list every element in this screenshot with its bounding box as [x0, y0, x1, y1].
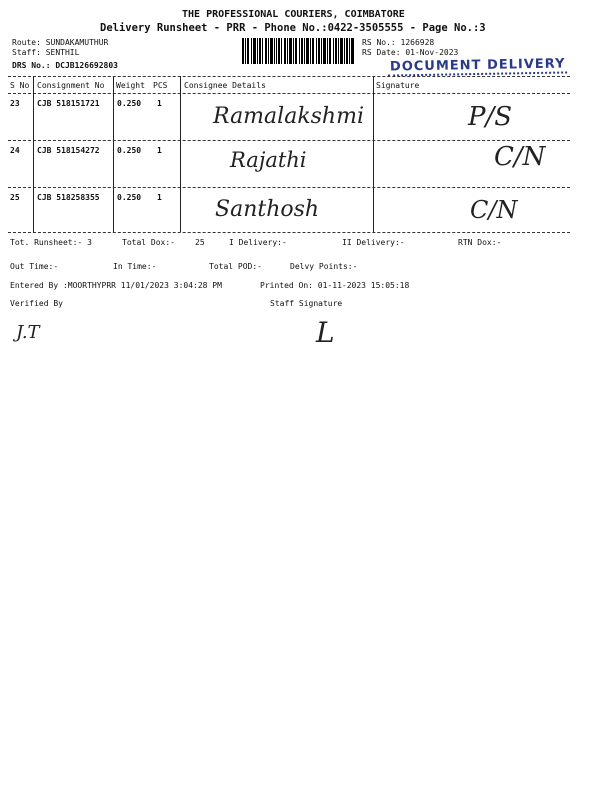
- row-weight: 0.250: [117, 193, 142, 202]
- verified-by-label: Verified By: [10, 299, 63, 308]
- row-weight: 0.250: [117, 146, 142, 155]
- delvy-points: Delvy Points:-: [290, 262, 358, 271]
- row-sno: 25: [10, 193, 20, 202]
- col-divider: [373, 76, 374, 232]
- col-header-signature: Signature: [376, 81, 420, 90]
- col-header-consignee: Consignee Details: [184, 81, 266, 90]
- ii-delivery: II Delivery:-: [342, 238, 405, 247]
- in-time: In Time:-: [113, 262, 157, 271]
- i-delivery: I Delivery:-: [229, 238, 287, 247]
- col-header-consignment: Consignment No: [37, 81, 105, 90]
- row-consignment-no: CJB 518258355: [37, 193, 100, 202]
- row-consignee-handwritten: Ramalakshmi: [213, 104, 365, 129]
- row-pcs: 1: [157, 146, 162, 155]
- row-rule: [8, 187, 570, 188]
- col-header-pcs: PCS: [153, 81, 168, 90]
- col-divider: [180, 76, 181, 232]
- table-bottom-rule: [8, 232, 570, 233]
- col-divider: [113, 76, 114, 232]
- row-consignment-no: CJB 518151721: [37, 99, 100, 108]
- row-rule: [8, 140, 570, 141]
- runsheet-subtitle: Delivery Runsheet - PRR - Phone No.:0422-3505555 - Page No.:3: [100, 22, 486, 34]
- total-pod: Total POD:-: [209, 262, 262, 271]
- staff-signature-label: Staff Signature: [270, 299, 343, 308]
- table-top-rule: [8, 76, 570, 77]
- row-signature-handwritten: C/N: [494, 142, 546, 172]
- row-consignment-no: CJB 518154272: [37, 146, 100, 155]
- verified-by-signature: J.T: [16, 322, 40, 343]
- rtn-dox: RTN Dox:-: [458, 238, 502, 247]
- total-dox-value: 25: [195, 238, 205, 247]
- drs-number: DRS No.: DCJB126692803: [12, 61, 118, 70]
- col-header-sno: S No: [10, 81, 30, 90]
- row-consignee-handwritten: Santhosh: [215, 197, 320, 222]
- row-signature-handwritten: P/S: [468, 102, 513, 132]
- col-divider: [33, 76, 34, 232]
- total-runsheet: Tot. Runsheet:- 3: [10, 238, 92, 247]
- rs-date: RS Date: 01-Nov-2023: [362, 48, 459, 57]
- row-consignee-handwritten: Rajathi: [230, 148, 307, 172]
- out-time: Out Time:-: [10, 262, 59, 271]
- rs-number: RS No.: 1266928: [362, 38, 435, 47]
- document-delivery-stamp: DOCUMENT DELIVERY: [388, 56, 568, 76]
- row-pcs: 1: [157, 193, 162, 202]
- staff-signature-mark: L: [316, 316, 335, 349]
- barcode-image: [242, 38, 354, 64]
- printed-on: Printed On: 01-11-2023 15:05:18: [260, 281, 410, 290]
- row-sno: 23: [10, 99, 20, 108]
- row-sno: 24: [10, 146, 20, 155]
- table-header-rule: [8, 93, 570, 94]
- row-pcs: 1: [157, 99, 162, 108]
- company-title: THE PROFESSIONAL COURIERS, COIMBATORE: [182, 9, 405, 20]
- row-signature-handwritten: C/N: [470, 196, 518, 224]
- total-dox-label: Total Dox:-: [122, 238, 175, 247]
- staff-label: Staff: SENTHIL: [12, 48, 80, 57]
- row-weight: 0.250: [117, 99, 142, 108]
- col-header-weight: Weight: [116, 81, 145, 90]
- entered-by: Entered By :MOORTHYPRR 11/01/2023 3:04:28 PM: [10, 281, 222, 290]
- route-label: Route: SUNDAKAMUTHUR: [12, 38, 109, 47]
